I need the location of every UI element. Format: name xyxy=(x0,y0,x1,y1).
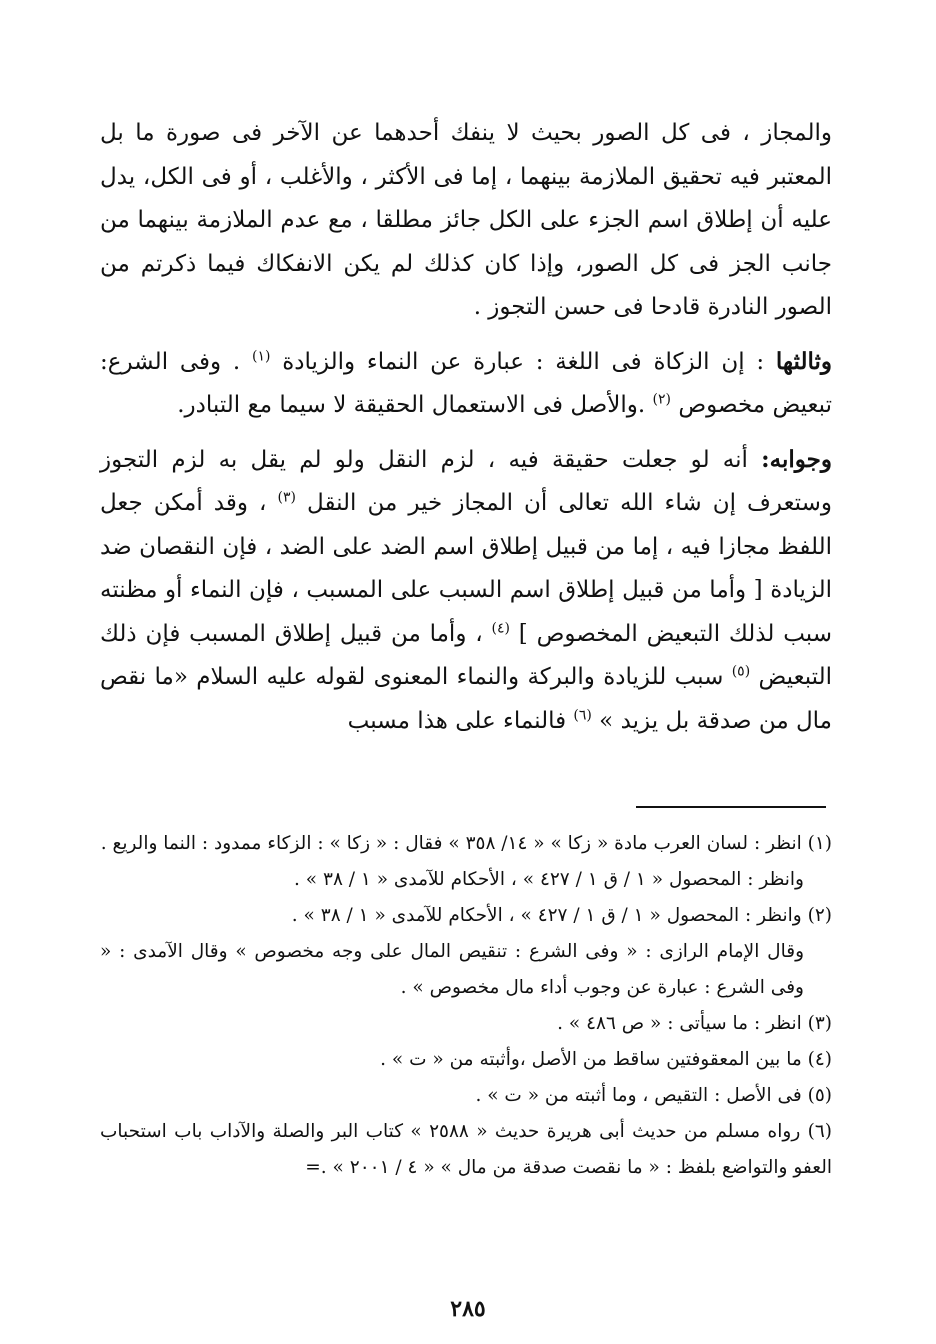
footnote-5: (٥) فى الأصل : التقيص ، وما أثبته من « ت » . xyxy=(475,1085,832,1106)
footnote-ref-3: (٣) xyxy=(277,489,296,506)
paragraph-2-text-c: .والأصل فى الاستعمال الحقيقة لا سيما مع التبادر. xyxy=(177,392,653,418)
footnote-ref-4: (٤) xyxy=(491,619,510,636)
footnote-separator xyxy=(636,806,826,808)
paragraph-2 xyxy=(100,340,832,428)
paragraph-1: والمجاز ، فى كل الصور بحيث لا ينفك أحدهما عن الآخر فى صورة ما بل المعتبر فيه تحقيق الملازمة بينهما ، إما فى الأكثر ، والأغلب ، أو فى الكل، يدل عليه أن إطلاق اسم الجزء على الكل جائز مطلقا ، مع عدم الملازمة بينهما من جانب الجز فى كل الصور، وإذا كان كذلك لم يكن الانفكاك فيما ذكرتم من الصور النادرة قادحا فى حسن التجوز . xyxy=(100,120,832,320)
paragraph-2-lead: وثالثها xyxy=(775,347,832,375)
footnote-ref-1: (١) xyxy=(252,347,271,364)
footnote-ref-5: (٥) xyxy=(731,663,751,680)
footnote-ref-6: (٦) xyxy=(573,706,592,723)
footnote-ref-2: (٢) xyxy=(652,391,672,408)
footnote-4: (٤) ما بين المعقوفتين ساقط من الأصل ،وأثبته من « ت » . xyxy=(380,1049,832,1070)
footnote-6: (٦) رواه مسلم من حديث أبى هريرة حديث « ٢٥٨٨ » كتاب البر والصلة والآداب باب استحباب العفو والتواضع بلفظ : « ما نقصت صدقة من مال » « ٤ / ٢٠٠١ » .= xyxy=(100,1121,832,1178)
paragraph-3-text-e: فالنماء على هذا مسبب xyxy=(347,707,574,734)
paragraph-3-lead: وجوابه: xyxy=(761,445,832,473)
paragraph-2-text-b: . وفى الشرع: تبعيض مخصوص xyxy=(100,348,832,418)
footnote-3: (٣) انظر : ما سيأتى : « ص ٤٨٦ » . xyxy=(557,1013,832,1034)
footnote-2-cont: وقال الإمام الرازى : « وفى الشرع : تنقيص المال على وجه مخصوص » وقال الآمدى : « وفى الشرع : عبارة عن وجوب أداء مال مخصوص » . xyxy=(100,941,804,998)
footnote-1: (١) انظر : لسان العرب مادة « زكا » « ١٤/ ٣٥٨ » فقال : « زكا » : الزكاء ممدود : النما والريع . xyxy=(100,833,832,854)
paragraph-3-text-a: أنه لو جعلت حقيقة فيه ، لزم النقل ولو لم يقل به لزم التجوز وستعرف إن شاء الله تعالى أن المجاز خير من النقل xyxy=(100,446,832,516)
footnote-1-cont: وانظر : المحصول « ١ / ق ١ / ٤٢٧ » ، الأحكام للآمدى « ١ / ٣٨ » . xyxy=(294,869,804,890)
footnote-2: (٢) وانظر : المحصول « ١ / ق ١ / ٤٢٧ » ، الأحكام للآمدى « ١ / ٣٨ » . xyxy=(291,905,832,926)
paragraph-3-text-d: سبب للزيادة والبركة والنماء المعنوى لقوله عليه السلام «ما نقص مال من صدقة بل يزيد » xyxy=(100,664,832,734)
main-text xyxy=(100,112,832,743)
page-number: ٢٨٥ xyxy=(450,1296,486,1322)
footnotes xyxy=(100,826,832,1186)
paragraph-3 xyxy=(100,438,832,744)
paragraph-3-text-c: ، وأما من قبيل إطلاق المسبب فإن ذلك التبعيض xyxy=(100,620,832,690)
paragraph-3-text-b: ، وقد أمكن جعل اللفظ مجازا فيه ، إما من قبيل إطلاق اسم الضد على الضد ، فإن النقصان ضد الزيادة [ وأما من قبيل إطلاق اسم السبب على المسبب ، فإن النماء أو مظنته سبب لذلك التبعيض المخصوص ] xyxy=(100,490,832,647)
paragraph-2-text-a: : إن الزكاة فى اللغة : عبارة عن النماء والزيادة xyxy=(270,348,776,375)
